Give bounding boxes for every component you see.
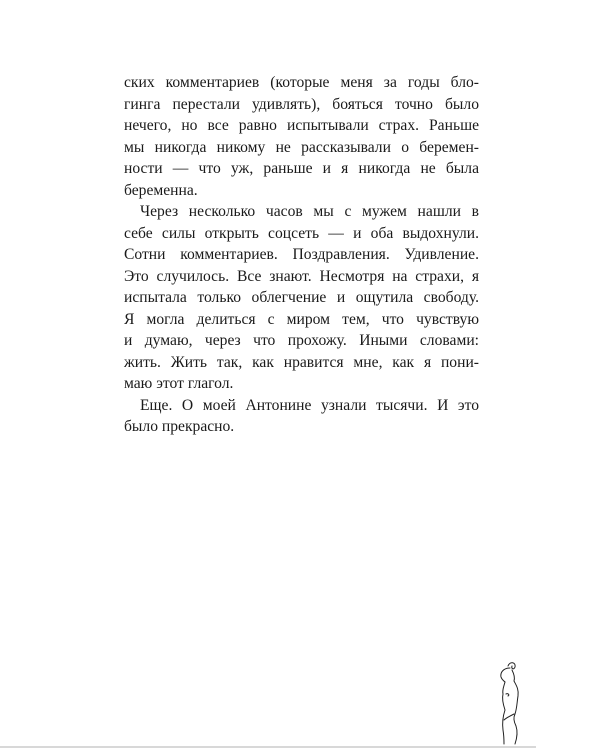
text-line: себе силы открыть соцсеть — и оба выдохнули. <box>124 224 479 242</box>
text-line: ских комментариев (которые меня за годы бло- <box>124 74 479 91</box>
woman-silhouette-illustration <box>492 660 528 746</box>
text-line: нечего, но все равно испытывали страх. Раньше <box>124 117 479 134</box>
text-line: Еще. О моей Антонине узнали тысячи. И это <box>140 396 479 414</box>
text-line: и думаю, через что прохожу. Иными словами: <box>124 332 479 349</box>
text-line: гинга перестали удивлять), бояться точно было <box>124 95 479 113</box>
text-line: испытала только облегчение и ощутила свободу. <box>124 289 479 306</box>
page-bottom-divider <box>0 746 536 748</box>
text-line: Через несколько часов мы с мужем нашли в <box>140 203 479 220</box>
text-line: Это случилось. Все знают. Несмотря на страхи, я <box>124 267 479 285</box>
text-line: Сотни комментариев. Поздравления. Удивление. <box>124 246 479 263</box>
text-line: ности — что уж, раньше и я никогда не была <box>124 160 479 177</box>
text-line: было прекрасно. <box>124 418 235 435</box>
text-line: маю этот глагол. <box>124 375 234 392</box>
text-line: Я могла делиться с миром тем, что чувствую <box>124 310 479 328</box>
text-line: беременна. <box>124 181 198 199</box>
text-line: жить. Жить так, как нравится мне, как я пони- <box>124 353 479 371</box>
body-text <box>124 72 479 438</box>
text-line: мы никогда никому не рассказывали о беремен- <box>124 138 479 156</box>
